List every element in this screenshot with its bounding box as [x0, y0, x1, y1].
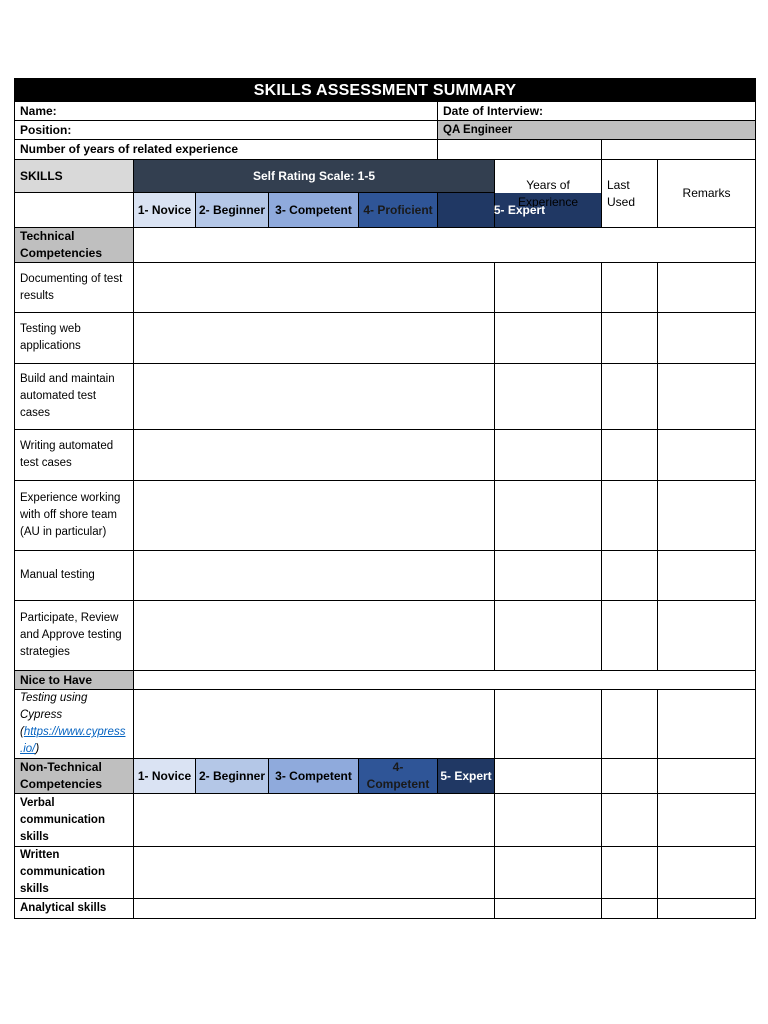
years-cell[interactable]	[495, 551, 602, 601]
date-label: Date of Interview:	[443, 103, 544, 118]
last-used-cell[interactable]	[602, 313, 658, 364]
skill-label: Testing web applications	[15, 313, 134, 364]
years-cell[interactable]	[495, 263, 602, 313]
years-cell[interactable]	[495, 481, 602, 551]
last-used-cell[interactable]	[602, 364, 658, 430]
page-title: SKILLS ASSESSMENT SUMMARY	[15, 79, 756, 102]
remarks-cell[interactable]	[658, 313, 756, 364]
skill-label: Participate, Review and Approve testing strategies	[15, 601, 134, 671]
rating-row-blank	[15, 193, 134, 228]
technical-competencies-heading: Technical Competencies	[15, 228, 134, 263]
experience-value-cell[interactable]	[438, 140, 602, 160]
skill-label: Build and maintain automated test cases	[15, 364, 134, 430]
skill-label-cypress: Testing using Cypress (https://www.cypress.io/)	[15, 690, 134, 759]
last-used-cell[interactable]	[602, 430, 658, 481]
rating-beginner: 2- Beginner	[196, 193, 269, 228]
skill-label: Written communication skills	[15, 847, 134, 899]
last-used-cell[interactable]	[602, 759, 658, 794]
remarks-cell[interactable]	[658, 899, 756, 919]
rating-cell[interactable]	[134, 313, 495, 364]
skill-label: Experience working with off shore team (AU in particular)	[15, 481, 134, 551]
rating-novice: 1- Novice	[134, 193, 196, 228]
last-used-cell[interactable]	[602, 551, 658, 601]
skills-header: SKILLS	[15, 160, 134, 193]
last-used-cell[interactable]	[602, 690, 658, 759]
cypress-link[interactable]: https://www.cypress.io/	[20, 726, 126, 755]
rating-cell[interactable]	[134, 601, 495, 671]
remarks-cell[interactable]	[658, 601, 756, 671]
rating-cell[interactable]	[134, 690, 495, 759]
remarks-cell[interactable]	[658, 551, 756, 601]
skill-label: Documenting of test results	[15, 263, 134, 313]
rating-scale-header: Self Rating Scale: 1-5	[134, 160, 495, 193]
nice-to-have-blank	[134, 671, 756, 690]
technical-heading-blank	[134, 228, 756, 263]
remarks-cell[interactable]	[658, 481, 756, 551]
last-used-cell[interactable]	[602, 601, 658, 671]
last-used-cell[interactable]	[602, 263, 658, 313]
remarks-cell[interactable]	[658, 759, 756, 794]
remarks-header: Remarks	[658, 160, 756, 228]
nice-to-have-heading: Nice to Have	[15, 671, 134, 690]
rating-cell[interactable]	[134, 364, 495, 430]
rating-cell[interactable]	[134, 899, 495, 919]
years-cell[interactable]	[495, 847, 602, 899]
skill-label: Manual testing	[15, 551, 134, 601]
position-label: Position:	[15, 121, 438, 140]
remarks-cell[interactable]	[658, 430, 756, 481]
years-cell[interactable]	[495, 759, 602, 794]
name-label: Name:	[20, 103, 57, 118]
years-cell[interactable]	[495, 899, 602, 919]
remarks-cell[interactable]	[658, 263, 756, 313]
skill-label: Analytical skills	[15, 899, 134, 919]
position-value[interactable]: QA Engineer	[438, 121, 756, 140]
rating-cell[interactable]	[134, 481, 495, 551]
last-used-cell[interactable]	[602, 481, 658, 551]
last-used-cell[interactable]	[602, 847, 658, 899]
remarks-cell[interactable]	[658, 847, 756, 899]
years-cell[interactable]	[495, 690, 602, 759]
rating-cell[interactable]	[134, 263, 495, 313]
years-of-experience-header: Years of Experience	[495, 160, 602, 228]
last-used-cell[interactable]	[602, 899, 658, 919]
skills-assessment-table	[14, 78, 756, 919]
last-used-header: Last Used	[602, 160, 658, 228]
years-cell[interactable]	[495, 313, 602, 364]
experience-label: Number of years of related experience	[15, 140, 438, 160]
date-of-interview-field[interactable]	[438, 102, 756, 121]
rating-expert: 5- Expert	[438, 193, 602, 228]
remarks-cell[interactable]	[658, 794, 756, 847]
rating-cell[interactable]	[134, 794, 495, 847]
rating-novice: 1- Novice	[134, 759, 196, 794]
remarks-cell[interactable]	[658, 364, 756, 430]
name-field[interactable]	[15, 102, 438, 121]
rating-competent-4: 4- Competent	[359, 759, 438, 794]
rating-beginner: 2- Beginner	[196, 759, 269, 794]
rating-cell[interactable]	[134, 551, 495, 601]
rating-cell[interactable]	[134, 847, 495, 899]
years-cell[interactable]	[495, 364, 602, 430]
rating-cell[interactable]	[134, 430, 495, 481]
rating-competent: 3- Competent	[269, 193, 359, 228]
remarks-cell[interactable]	[658, 690, 756, 759]
years-cell[interactable]	[495, 601, 602, 671]
rating-competent: 3- Competent	[269, 759, 359, 794]
years-cell[interactable]	[495, 430, 602, 481]
rating-expert: 5- Expert	[438, 759, 495, 794]
skill-label: Verbal communication skills	[15, 794, 134, 847]
non-technical-competencies-heading: Non-Technical Competencies	[15, 759, 134, 794]
rating-proficient: 4- Proficient	[359, 193, 438, 228]
years-cell[interactable]	[495, 794, 602, 847]
experience-extra-cell[interactable]	[602, 140, 756, 160]
skill-label: Writing automated test cases	[15, 430, 134, 481]
last-used-cell[interactable]	[602, 794, 658, 847]
